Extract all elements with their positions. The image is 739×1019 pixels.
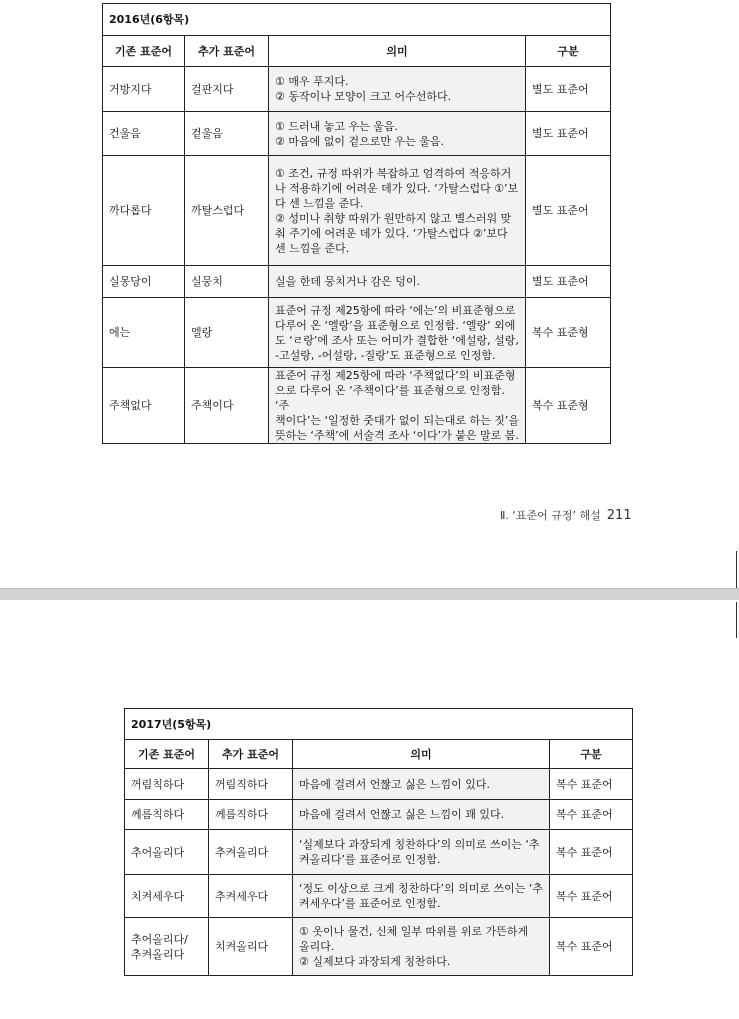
meaning-line: 춰 주기에 어려운 데가 있다. ‘가탈스럽다 ②’보다: [275, 226, 508, 240]
base-word-cell: 께름칙하다: [125, 800, 209, 830]
header-category: 구분: [550, 740, 633, 769]
category-cell: 복수 표준어: [550, 769, 633, 800]
category-cell: 복수 표준어: [550, 875, 633, 918]
meaning-line: ① 조건, 규정 따위가 복잡하고 엄격하여 적응하거: [275, 166, 512, 180]
header-meaning: 의미: [293, 740, 550, 769]
meaning-cell: [269, 368, 526, 444]
meaning-line: 다 센 느낌을 준다.: [275, 196, 364, 210]
meaning-cell: [293, 830, 550, 875]
meaning-line: 마음에 걸려서 언짢고 싫은 느낌이 있다.: [299, 777, 490, 791]
meaning-line: ① 옷이나 물건, 신체 일부 따위를 위로 가뜬하게: [299, 925, 529, 938]
base-word-cell: 실몽당이: [103, 266, 185, 298]
base-word-cell: 치켜세우다: [125, 875, 209, 918]
page-edge-line: [736, 602, 737, 638]
meaning-line: ② 성미나 취향 따위가 원만하지 않고 별스러워 맞: [275, 211, 512, 225]
category-cell: 별도 표준어: [526, 112, 611, 156]
meaning-cell: [269, 266, 526, 298]
table-row: [125, 918, 633, 976]
base-word-cell: 거방지다: [103, 67, 185, 112]
category-cell: 별도 표준어: [526, 266, 611, 298]
meaning-line: 센 느낌을 준다.: [275, 241, 350, 255]
meaning-line: 켜세우다’를 표준어로 인정함.: [299, 897, 441, 910]
standard-words-table-2016: [102, 3, 611, 444]
added-word-cell: 추켜세우다: [209, 875, 293, 918]
base-word-line: 추어올리다/: [131, 932, 188, 946]
table-row: [125, 769, 633, 800]
page-footer: [500, 507, 632, 523]
page-edge-line: [736, 551, 737, 588]
header-category: 구분: [526, 36, 611, 67]
meaning-cell: [269, 112, 526, 156]
header-added-word: 추가 표준어: [209, 740, 293, 769]
added-word-cell: 치켜올리다: [209, 918, 293, 976]
meaning-line: ② 동작이나 모양이 크고 어수선하다.: [275, 90, 452, 103]
base-word-line: 추켜올리다: [131, 947, 185, 961]
meaning-line: ① 매우 푸지다.: [275, 75, 349, 88]
meaning-line: 표준어 규정 제25항에 따라 ‘주책없다’의 비표준형: [275, 369, 516, 382]
category-cell: 복수 표준어: [550, 830, 633, 875]
meaning-line: 책이다’는 ‘일정한 줏대가 없이 되는대로 하는 짓’을: [275, 414, 519, 427]
category-cell: 복수 표준어: [550, 800, 633, 830]
base-word-cell: 주책없다: [103, 368, 185, 444]
standard-words-table-2017: [124, 708, 633, 976]
added-word-cell: 실뭉치: [185, 266, 269, 298]
category-cell: 별도 표준어: [526, 156, 611, 266]
meaning-line: 뜻하는 ‘주책’에 서술격 조사 ‘이다’가 붙은 말로 봄.: [275, 429, 519, 442]
added-word-cell: 까탈스럽다: [185, 156, 269, 266]
category-cell: 복수 표준형: [526, 368, 611, 444]
meaning-line: 도 ‘ㄹ랑’에 조사 또는 어미가 결합한 ‘에설랑, 설랑,: [275, 333, 519, 347]
added-word-cell: 주책이다: [185, 368, 269, 444]
header-meaning: 의미: [269, 36, 526, 67]
base-word-cell: 꺼림칙하다: [125, 769, 209, 800]
table-row: [103, 112, 611, 156]
base-word-cell: 건울음: [103, 112, 185, 156]
meaning-cell: [293, 918, 550, 976]
page-number: 211: [606, 508, 632, 523]
table-row: [103, 67, 611, 112]
meaning-line: 으로 다루어 온 ‘주책이다’를 표준형으로 인정함. ‘주: [275, 384, 505, 412]
table-row: [103, 266, 611, 298]
meaning-line: 나 적용하기에 어려운 데가 있다. ‘가탈스럽다 ①’보: [275, 181, 519, 195]
meaning-line: 켜올리다’를 표준어로 인정함.: [299, 853, 441, 866]
added-word-cell: 께름직하다: [209, 800, 293, 830]
table-row: [103, 156, 611, 266]
meaning-line: 다루어 온 ‘엘랑’을 표준형으로 인정함. ‘엘랑’ 외에: [275, 318, 516, 332]
meaning-cell: [269, 67, 526, 112]
meaning-line: ‘실제보다 과장되게 칭찬하다’의 의미로 쓰이는 ‘추: [299, 838, 540, 851]
base-word-cell: 까다롭다: [103, 156, 185, 266]
meaning-line: ② 실제보다 과장되게 칭찬하다.: [299, 955, 451, 968]
base-word-cell: [125, 918, 209, 976]
meaning-line: 표준어 규정 제25항에 따라 ‘에는’의 비표준형으로: [275, 303, 516, 317]
table-row: [125, 830, 633, 875]
added-word-cell: 엘랑: [185, 298, 269, 368]
added-word-cell: 걸판지다: [185, 67, 269, 112]
meaning-line: ② 마음에 없이 겉으로만 우는 울음.: [275, 134, 444, 148]
meaning-cell: [269, 156, 526, 266]
header-base-word: 기존 표준어: [125, 740, 209, 769]
added-word-cell: 꺼림직하다: [209, 769, 293, 800]
category-cell: 복수 표준어: [550, 918, 633, 976]
meaning-cell: [293, 875, 550, 918]
meaning-cell: [293, 769, 550, 800]
base-word-cell: 추어올리다: [125, 830, 209, 875]
category-cell: 복수 표준형: [526, 298, 611, 368]
table-caption: 2017년(5항목): [125, 709, 633, 740]
meaning-cell: [269, 298, 526, 368]
base-word-cell: 에는: [103, 298, 185, 368]
meaning-cell: [293, 800, 550, 830]
meaning-line: 올리다.: [299, 940, 335, 953]
category-cell: 별도 표준어: [526, 67, 611, 112]
meaning-line: 마음에 걸려서 언짢고 싫은 느낌이 꽤 있다.: [299, 808, 505, 821]
header-base-word: 기존 표준어: [103, 36, 185, 67]
table-row: [103, 368, 611, 444]
header-added-word: 추가 표준어: [185, 36, 269, 67]
meaning-line: ① 드러내 놓고 우는 울음.: [275, 119, 398, 133]
added-word-cell: 겉울음: [185, 112, 269, 156]
added-word-cell: 추켜올리다: [209, 830, 293, 875]
table-caption: 2016년(6항목): [103, 4, 611, 36]
table-row: [103, 298, 611, 368]
meaning-line: -고설랑, -어설랑, -질랑’도 표준형으로 인정함.: [275, 348, 496, 362]
meaning-line: 실을 한데 뭉치거나 감은 덩이.: [275, 275, 420, 288]
footer-section: Ⅱ. ‘표준어 규정’ 해설: [500, 509, 601, 522]
table-row: [125, 875, 633, 918]
meaning-line: ‘정도 이상으로 크게 칭찬하다’의 의미로 쓰이는 ‘추: [299, 882, 543, 895]
table-row: [125, 800, 633, 830]
